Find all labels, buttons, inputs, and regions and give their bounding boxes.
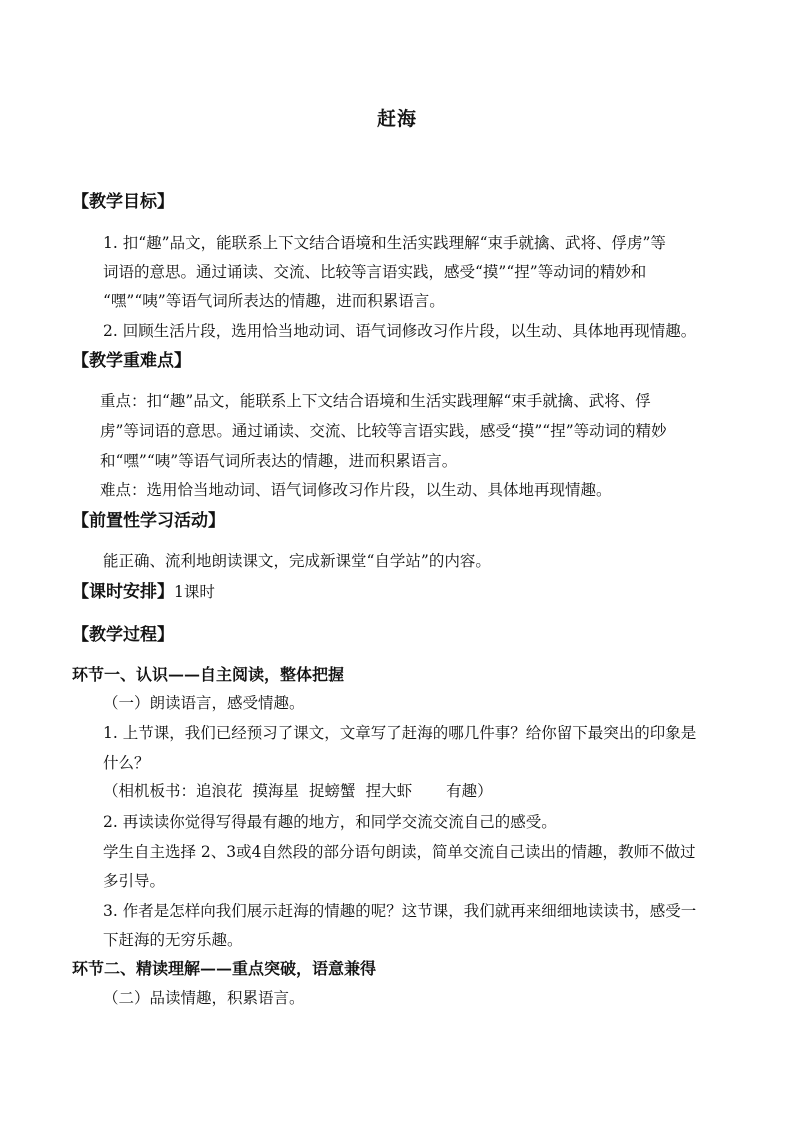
goals-item2: 2. 回顾生活片段，选用恰当地动词、语气词修改习作片段，以生动、具体地再现情趣。 [103, 322, 697, 340]
process-heading: 【教学过程】 [72, 625, 174, 645]
goals-item1-line1: 1. 扣“趣”品文，能联系上下文结合语境和生活实践理解“束手就擒、武将、俘虏”等 [103, 234, 666, 252]
stage1-q1-line2: 什么？ [103, 754, 150, 772]
key-points-line1: 重点：扣“趣”品文，能联系上下文结合语境和生活实践理解“束手就擒、武将、俘 [100, 392, 651, 410]
board-item: 追浪花 [196, 782, 243, 800]
difficulty-line: 难点：选用恰当地动词、语气词修改习作片段，以生动、具体地再现情趣。 [100, 481, 612, 499]
key-points-heading: 【教学重难点】 [72, 351, 191, 371]
stage1-part: （一）朗读语言，感受情趣。 [103, 694, 305, 712]
schedule-value: 1课时 [174, 583, 215, 601]
pre-activity-heading: 【前置性学习活动】 [72, 511, 225, 531]
key-points-line2: 虏”等词语的意思。通过诵读、交流、比较等言语实践，感受“摸”“捏”等动词的精妙 [100, 422, 667, 440]
stage1-q1-line1: 1. 上节课，我们已经预习了课文，文章写了赶海的哪几件事？给你留下最突出的印象是 [103, 724, 697, 742]
pre-activity-text: 能正确、流利地朗读课文，完成新课堂“自学站”的内容。 [103, 552, 491, 570]
board-notes [103, 780, 493, 802]
goals-item1-line2: 词语的意思。通过诵读、交流、比较等言语实践，感受“摸”“捏”等动词的精妙和 [103, 263, 647, 281]
stage1-student-line2: 多引导。 [103, 872, 166, 890]
board-item: 捏大虾 [365, 782, 413, 800]
stage1-q2: 2. 再读读你觉得写得最有趣的地方，和同学交流交流自己的感受。 [103, 813, 557, 831]
board-item: 捉螃蟹 [309, 782, 356, 800]
goals-heading: 【教学目标】 [72, 192, 174, 212]
schedule-row [72, 581, 215, 603]
board-prefix: （相机板书： [103, 782, 197, 800]
stage1-title: 环节一、认识——自主阅读，整体把握 [72, 665, 345, 684]
key-points-line3: 和“嘿”“咦”等语气词所表达的情趣，进而积累语言。 [100, 452, 458, 470]
stage2-title: 环节二、精读理解——重点突破，语意兼得 [72, 959, 377, 978]
stage1-q3-line1: 3. 作者是怎样向我们展示赶海的情趣的呢？这节课，我们就再来细细地读读书，感受一 [103, 902, 697, 920]
stage1-student-line1: 学生自主选择 2、3或4自然段的部分语句朗读，简单交流自己读出的情趣，教师不做过 [103, 843, 696, 861]
page-title: 赶海 [376, 108, 417, 130]
goals-item1-line3: “嘿”“咦”等语气词所表达的情趣，进而积累语言。 [103, 292, 445, 310]
board-item: 摸海星 [252, 782, 300, 800]
stage2-part: （二）品读情趣，积累语言。 [103, 989, 305, 1007]
board-suffix: 有趣） [446, 782, 493, 800]
schedule-heading: 【课时安排】 [72, 582, 174, 602]
stage1-q3-line2: 下赶海的无穷乐趣。 [103, 931, 243, 949]
